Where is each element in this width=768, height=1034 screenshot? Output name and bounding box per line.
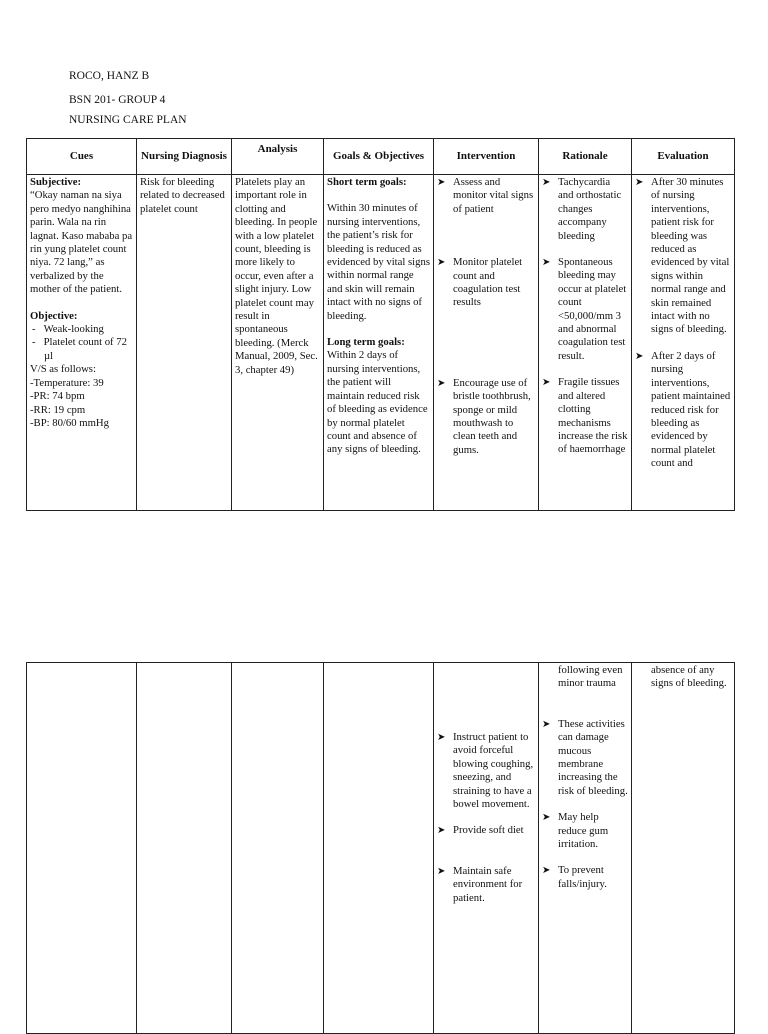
list-item: ➤ Maintain safe environment for patient. — [437, 864, 523, 904]
intervention-cell — [434, 175, 539, 511]
objective-label: Objective: — [30, 309, 78, 322]
evaluation-cell — [632, 175, 735, 511]
col-header-rationale: Rationale — [539, 139, 632, 175]
rationale-cell — [539, 175, 632, 511]
list-item: ➤ After 2 days of nursing interventions, patient maintained reduced risk for bleeding as evidenced by normal platelet count and — [635, 349, 731, 470]
col-header-intervention: Intervention — [434, 139, 539, 175]
arrow-bullet-icon: ➤ — [437, 865, 446, 877]
list-item: ➤ May help reduce gum irritation. — [542, 811, 609, 851]
care-plan-table-page2 — [26, 662, 735, 1034]
vs-item: -PR: 74 bpm — [30, 390, 85, 403]
arrow-bullet-icon: ➤ — [635, 350, 644, 362]
table-header-row — [27, 139, 735, 175]
col-header-goals: Goals & Objectives — [324, 139, 434, 175]
arrow-bullet-icon: ➤ — [542, 718, 551, 730]
list-item: ➤ Spontaneous bleeding may occur at platelet count <50,000/mm 3 and abnormal coagulation test result. — [542, 256, 627, 362]
care-plan-table-page1 — [26, 138, 735, 511]
list-item: ➤ Tachycardia and orthostatic changes accompany bleeding — [542, 176, 622, 242]
col-header-cues: Cues — [27, 139, 137, 175]
list-item: ➤ After 30 minutes of nursing interventions, patient risk for bleeding was reduced as evidenced by vital signs within normal range and skin remained intact with no signs of bleeding. — [635, 176, 730, 336]
arrow-bullet-icon: ➤ — [542, 865, 551, 877]
rationale-cell — [539, 663, 632, 1034]
analysis-cell — [232, 663, 324, 1034]
arrow-bullet-icon: ➤ — [437, 257, 446, 269]
arrow-bullet-icon: ➤ — [437, 177, 446, 188]
short-term-label: Short term goals: — [327, 176, 407, 188]
rationale-continued: following even minor trauma — [558, 664, 623, 690]
arrow-bullet-icon: ➤ — [542, 177, 551, 188]
analysis-cell: Platelets play an important role in clotting and bleeding. In people with a low platelet count, bleeding is more likely to occur, even after a slight injury. Low platelet count may result in spontaneous bleeding. (Merck Manual, 2009, Sec. 3, chapter 49) — [232, 175, 324, 511]
evaluation-continued: absence of any signs of bleeding. — [651, 664, 727, 690]
arrow-bullet-icon: ➤ — [635, 177, 644, 188]
patient-name: ROCO, HANZ B — [69, 70, 150, 82]
list-item: ➤ Assess and monitor vital signs of patient — [437, 176, 534, 215]
list-item: ➤ Encourage use of bristle toothbrush, sponge or mild mouthwash to clean teeth and gums. — [437, 376, 531, 456]
arrow-bullet-icon: ➤ — [542, 257, 551, 269]
arrow-bullet-icon: ➤ — [437, 377, 446, 389]
col-header-analysis: Analysis — [232, 139, 324, 175]
list-item: ➤ Provide soft diet — [437, 824, 524, 837]
long-term-text: Within 2 days of nursing interventions, the patient will maintain reduced risk of bleeding as evidence by normal platelet count and absence of any signs of bleeding. — [327, 349, 428, 456]
vs-item: -RR: 19 cpm — [30, 403, 86, 416]
evaluation-cell — [632, 663, 735, 1034]
vs-item: -Temperature: 39 — [30, 376, 104, 389]
subjective-label: Subjective: — [30, 176, 82, 188]
list-item: ➤ These activities can damage mucous membrane increasing the risk of bleeding. — [542, 717, 628, 797]
col-header-diagnosis: Nursing Diagnosis — [137, 139, 232, 175]
vs-label: V/S as follows: — [30, 363, 96, 376]
col-header-evaluation: Evaluation — [632, 139, 735, 175]
table-row — [27, 175, 735, 511]
list-item: ➤ Instruct patient to avoid forceful blowing coughing, sneezing, and straining to have a bowel movement. — [437, 731, 534, 811]
arrow-bullet-icon: ➤ — [437, 732, 446, 743]
arrow-bullet-icon: ➤ — [437, 825, 446, 837]
arrow-bullet-icon: ➤ — [542, 377, 551, 389]
table-row — [27, 663, 735, 1034]
diagnosis-cell — [137, 663, 232, 1034]
list-item: ➤ Monitor platelet count and coagulation test results — [437, 256, 523, 309]
short-term-text: Within 30 minutes of nursing interventions, the patient’s risk for bleeding is reduced as evidenced by vital signs within normal range and skin will remain intact with no signs of bleeding. — [327, 202, 430, 322]
subjective-text: “Okay naman na siya pero medyo nanghihina parin. Wala na rin lagnat. Kaso mababa pa rin yung platelet count niya. 72 lang,” as verbalized by the mother of the patient. — [30, 189, 133, 296]
objective-item: - Platelet count of 72 µl — [32, 336, 127, 362]
cues-cell — [27, 175, 137, 511]
group-label: BSN 201- GROUP 4 — [69, 94, 166, 106]
objective-item: - Weak-looking — [32, 323, 104, 336]
list-item: ➤ To prevent falls/injury. — [542, 864, 607, 890]
diagnosis-cell: Risk for bleeding related to decreased platelet count — [137, 175, 232, 511]
intervention-cell — [434, 663, 539, 1034]
document-title: NURSING CARE PLAN — [69, 114, 187, 126]
vs-item: -BP: 80/60 mmHg — [30, 416, 109, 429]
list-item: ➤ Fragile tissues and altered clotting mechanisms increase the risk of haemorrhage — [542, 376, 628, 456]
goals-cell — [324, 175, 434, 511]
cues-cell — [27, 663, 137, 1034]
arrow-bullet-icon: ➤ — [542, 812, 551, 824]
goals-cell — [324, 663, 434, 1034]
long-term-label: Long term goals: — [327, 336, 405, 349]
